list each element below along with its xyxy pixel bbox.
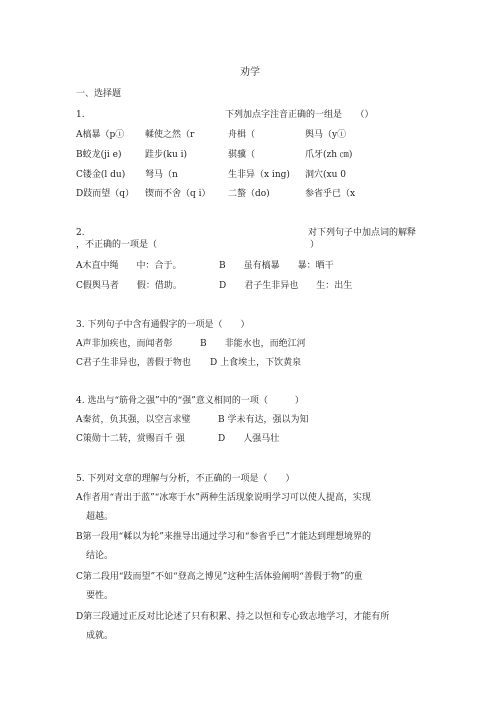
q2-stem-b: ，不正确的一项是（ — [76, 240, 158, 250]
q1-row-b-col4: 爪牙(zh ㎝) — [305, 150, 353, 160]
q1-row-a-col4: 舆马（yⓘ — [305, 130, 347, 140]
q1-row-c-col2: 弩马（n — [145, 170, 178, 180]
q4-stem: 4. 选出与“筋骨之强”中的“强”意义相同的一项（ ） — [76, 396, 304, 406]
q1-stem: 下列加点字注音正确的一组是 （） — [225, 110, 374, 120]
q1-row-a-col2: 輮使之然（r — [145, 130, 195, 140]
q1-row-d-col1: D跂而望（q） — [76, 189, 134, 199]
q3-option-d: D 上食埃土，下饮黄泉 — [210, 358, 302, 368]
q1-number: 1. — [76, 110, 85, 120]
q2-number: 2. — [76, 228, 85, 238]
q5-option-d-line2: 成就。 — [86, 631, 114, 641]
q3-stem: 3. 下列句子中含有通假字的一项是（ ） — [76, 320, 250, 330]
q2-option-d: D 君子生非异也 生：出生 — [219, 281, 353, 291]
q4-option-d: D 人强马壮 — [218, 434, 280, 444]
q1-row-d-col2: 锲而不舍（q i） — [145, 189, 211, 199]
q2-option-c: C假舆马者 假：借助。 — [76, 281, 182, 291]
q3-option-c: C君子生非异也，善假于物也 — [76, 358, 191, 368]
q1-row-c-col4: 洞穴(xu 0 — [305, 170, 346, 180]
q5-stem: 5. 下列对文章的理解与分析，不正确的一项是（ ） — [76, 474, 295, 484]
section-heading: 一、选择题 — [76, 89, 122, 99]
q1-row-b-col3: 骐骥（ — [228, 150, 256, 160]
q5-option-d-line1: D第三段通过正反对比论述了只有积累、持之以恒和专心致志地学习，才能有所 — [76, 612, 390, 622]
q4-option-b: B 学未有达，强以为知 — [218, 415, 309, 425]
q4-option-a: A秦贫，负其强，以空言求璧 — [76, 415, 191, 425]
page-title: 劝学 — [240, 67, 260, 78]
q2-stem-c: ） — [310, 240, 320, 250]
q4-option-c: C策勋十二转，赏赐百千 强 — [76, 434, 185, 444]
q3-option-a: A声非加疾也，而闻者彰 — [76, 339, 173, 349]
q5-option-b-line1: B第一段用“輮以为轮”来推导出通过学习和“参省乎已”才能达到理想境界的 — [76, 532, 372, 542]
q2-option-b: B 虽有槁暴 暴：晒干 — [219, 261, 334, 271]
q1-row-d-col4: 参省乎已（x — [305, 189, 356, 199]
q5-option-c-line1: C第二段用“跂而望”不如“登高之博见”这种生活体验阐明“善假于物”的重 — [76, 572, 363, 582]
q1-row-d-col3: 二螯（do) — [228, 189, 270, 199]
q5-option-c-line2: 要性。 — [86, 591, 114, 601]
q5-option-a-line2: 超越。 — [86, 512, 114, 522]
q1-row-c-col3: 生非异（x ing) — [228, 170, 290, 180]
q1-row-c-col1: C镂金(l du) — [76, 170, 126, 180]
q1-row-a-col1: A槁暴（pⓘ — [76, 130, 125, 140]
q5-option-a-line1: A作者用“青出于蓝”“冰寒于水”两种生活现象说明学习可以使人提高，实现 — [76, 493, 371, 503]
q1-row-a-col3: 舟楫（ — [228, 130, 256, 140]
q2-stem-a: 对下列句子中加点词的解释 — [308, 228, 417, 238]
q2-option-a: A木直中绳 中：合于。 — [76, 261, 182, 271]
q3-option-b: B 非能水也，而绝江河 — [200, 339, 306, 349]
q1-row-b-col2: 跬步(ku i) — [145, 150, 188, 160]
q1-row-b-col1: B蛟龙(ji e) — [76, 150, 122, 160]
q5-option-b-line2: 结论。 — [86, 551, 114, 561]
